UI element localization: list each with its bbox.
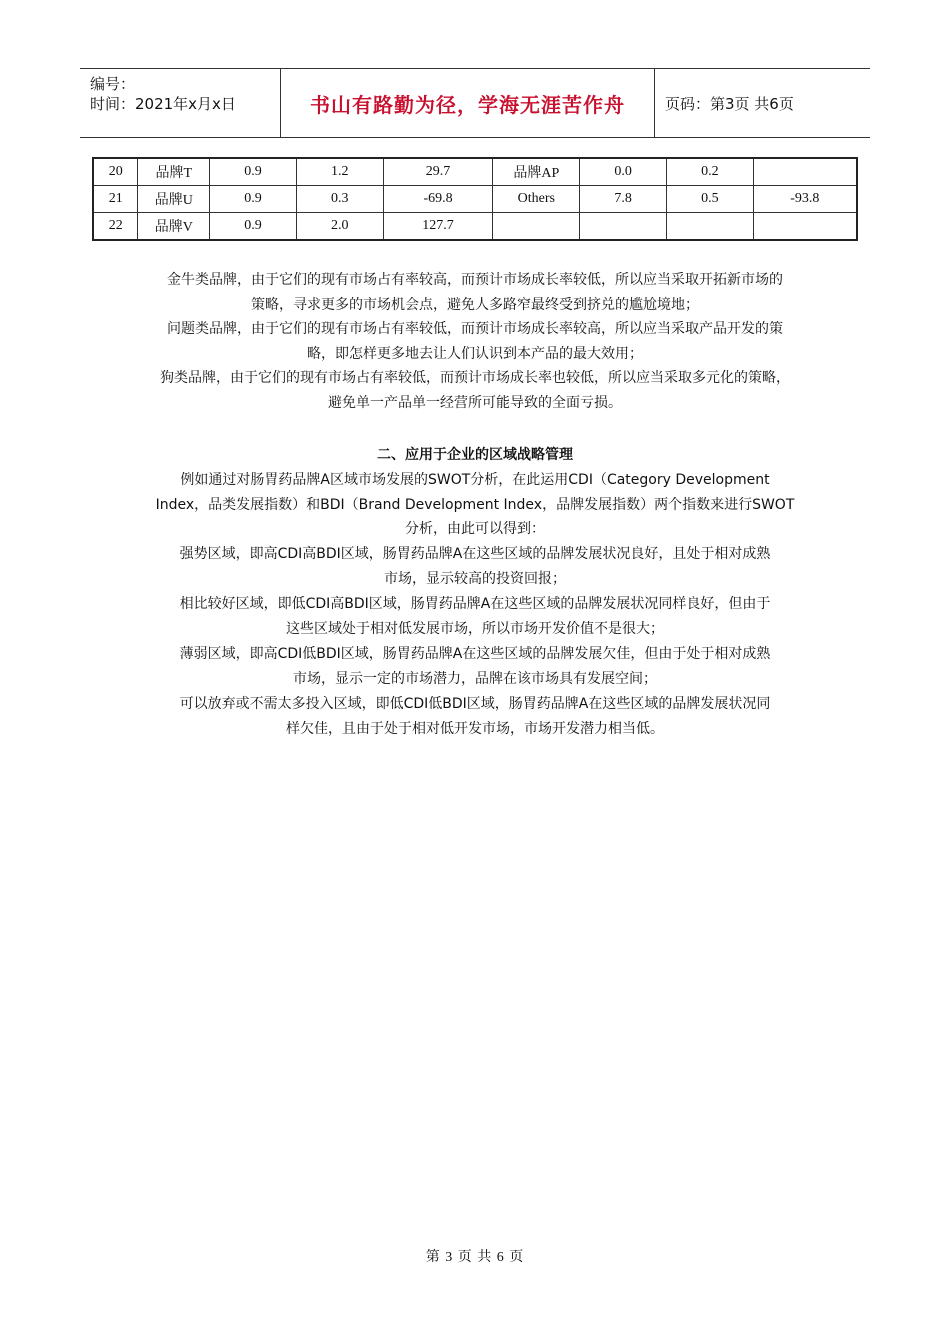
table-cell: 127.7 [383, 213, 493, 241]
text-line: 策略，寻求更多的市场机会点，避免人多路窄最终受到挤兑的尴尬境地； [251, 296, 699, 313]
table-cell: 品牌U [138, 186, 210, 213]
header-motto-cell [281, 69, 655, 137]
header-meta [80, 69, 281, 137]
document-time-label: 时间：2021年x月x日 [90, 95, 236, 113]
table-cell [753, 213, 857, 241]
document-number-label: 编号： [90, 75, 136, 93]
header-page-cell [655, 69, 870, 137]
table-cell: 品牌AP [493, 158, 580, 186]
text-line: 相比较好区域，即低CDI高BDI区域，肠胃药品牌A在这些区域的品牌发展状况同样良好，但由于 [179, 596, 771, 612]
paragraph-dog [140, 366, 810, 415]
paragraph-swot-intro [120, 468, 830, 542]
table-row [93, 158, 857, 186]
table-cell: 7.8 [580, 186, 667, 213]
table-cell: 品牌T [138, 158, 210, 186]
table-cell: 0.5 [666, 186, 753, 213]
text-line: 例如通过对肠胃药品牌A区域市场发展的SWOT分析，在此运用CDI（Category Development [180, 472, 770, 488]
table-cell: 21 [93, 186, 138, 213]
text-line: 分析，由此可以得到： [405, 521, 545, 537]
text-line: 市场，显示一定的市场潜力，品牌在该市场具有发展空间； [293, 670, 657, 687]
table-cell [753, 158, 857, 186]
table-cell: 2.0 [296, 213, 383, 241]
text-line: 避免单一产品单一经营所可能导致的全面亏损。 [328, 394, 622, 411]
table-cell: 0.3 [296, 186, 383, 213]
page-footer: 第 3 页 共 6 页 [425, 1250, 525, 1265]
table-cell: Others [493, 186, 580, 213]
paragraph-cash-cow [140, 268, 810, 317]
paragraph-question-mark [140, 317, 810, 366]
text-line: 可以放弃或不需太多投入区域，即低CDI低BDI区域，肠胃药品牌A在这些区域的品牌发展状况同 [179, 696, 771, 712]
table-cell: 29.7 [383, 158, 493, 186]
table-cell: -93.8 [753, 186, 857, 213]
table-cell [493, 213, 580, 241]
header-page-info: 页码：第3页 共6页 [665, 94, 794, 113]
text-line: 样欠佳，且由于处于相对低开发市场，市场开发潜力相当低。 [286, 720, 664, 737]
text-line: 这些区域处于相对低发展市场，所以市场开发价值不是很大； [286, 620, 664, 637]
paragraph-strong-region [140, 542, 810, 591]
text-line: 问题类品牌，由于它们的现有市场占有率较低，而预计市场成长率较高，所以应当采取产品开发的策 [167, 321, 783, 337]
table-cell: 0.9 [210, 158, 297, 186]
header-motto: 书山有路勤为径，学海无涯苦作舟 [310, 92, 625, 117]
page-header [80, 68, 870, 138]
text-line: 略，即怎样更多地去让人们认识到本产品的最大效用； [307, 345, 643, 362]
table-cell: 0.0 [580, 158, 667, 186]
paragraph-weak-region [140, 642, 810, 691]
brand-data-table [92, 157, 858, 241]
table-row [93, 186, 857, 213]
text-line: 金牛类品牌，由于它们的现有市场占有率较高，而预计市场成长率较低，所以应当采取开拓新市场的 [167, 272, 783, 288]
table-cell: 品牌V [138, 213, 210, 241]
text-line: Index，品类发展指数）和BDI（Brand Development Index，品牌发展指数）两个指数来进行SWOT [155, 496, 795, 513]
section-heading: 二、应用于企业的区域战略管理 [377, 447, 573, 463]
table-cell: 0.9 [210, 213, 297, 241]
table-cell: 20 [93, 158, 138, 186]
text-line: 薄弱区域，即高CDI低BDI区域，肠胃药品牌A在这些区域的品牌发展欠佳，但由于处于相对成熟 [179, 646, 771, 662]
paragraph-relatively-good-region [140, 592, 810, 641]
table-cell: 22 [93, 213, 138, 241]
table-cell: -69.8 [383, 186, 493, 213]
text-line: 强势区域，即高CDI高BDI区域，肠胃药品牌A在这些区域的品牌发展状况良好，且处于相对成熟 [179, 546, 771, 562]
text-line: 狗类品牌，由于它们的现有市场占有率较低，而预计市场成长率也较低，所以应当采取多元化的策略， [160, 370, 790, 386]
paragraph-abandon-region [140, 692, 810, 741]
text-line: 市场，显示较高的投资回报； [384, 570, 566, 587]
table-row [93, 213, 857, 241]
table-cell [666, 213, 753, 241]
table-cell: 0.2 [666, 158, 753, 186]
table-cell: 0.9 [210, 186, 297, 213]
table-body [93, 158, 857, 240]
table-cell [580, 213, 667, 241]
table-cell: 1.2 [296, 158, 383, 186]
